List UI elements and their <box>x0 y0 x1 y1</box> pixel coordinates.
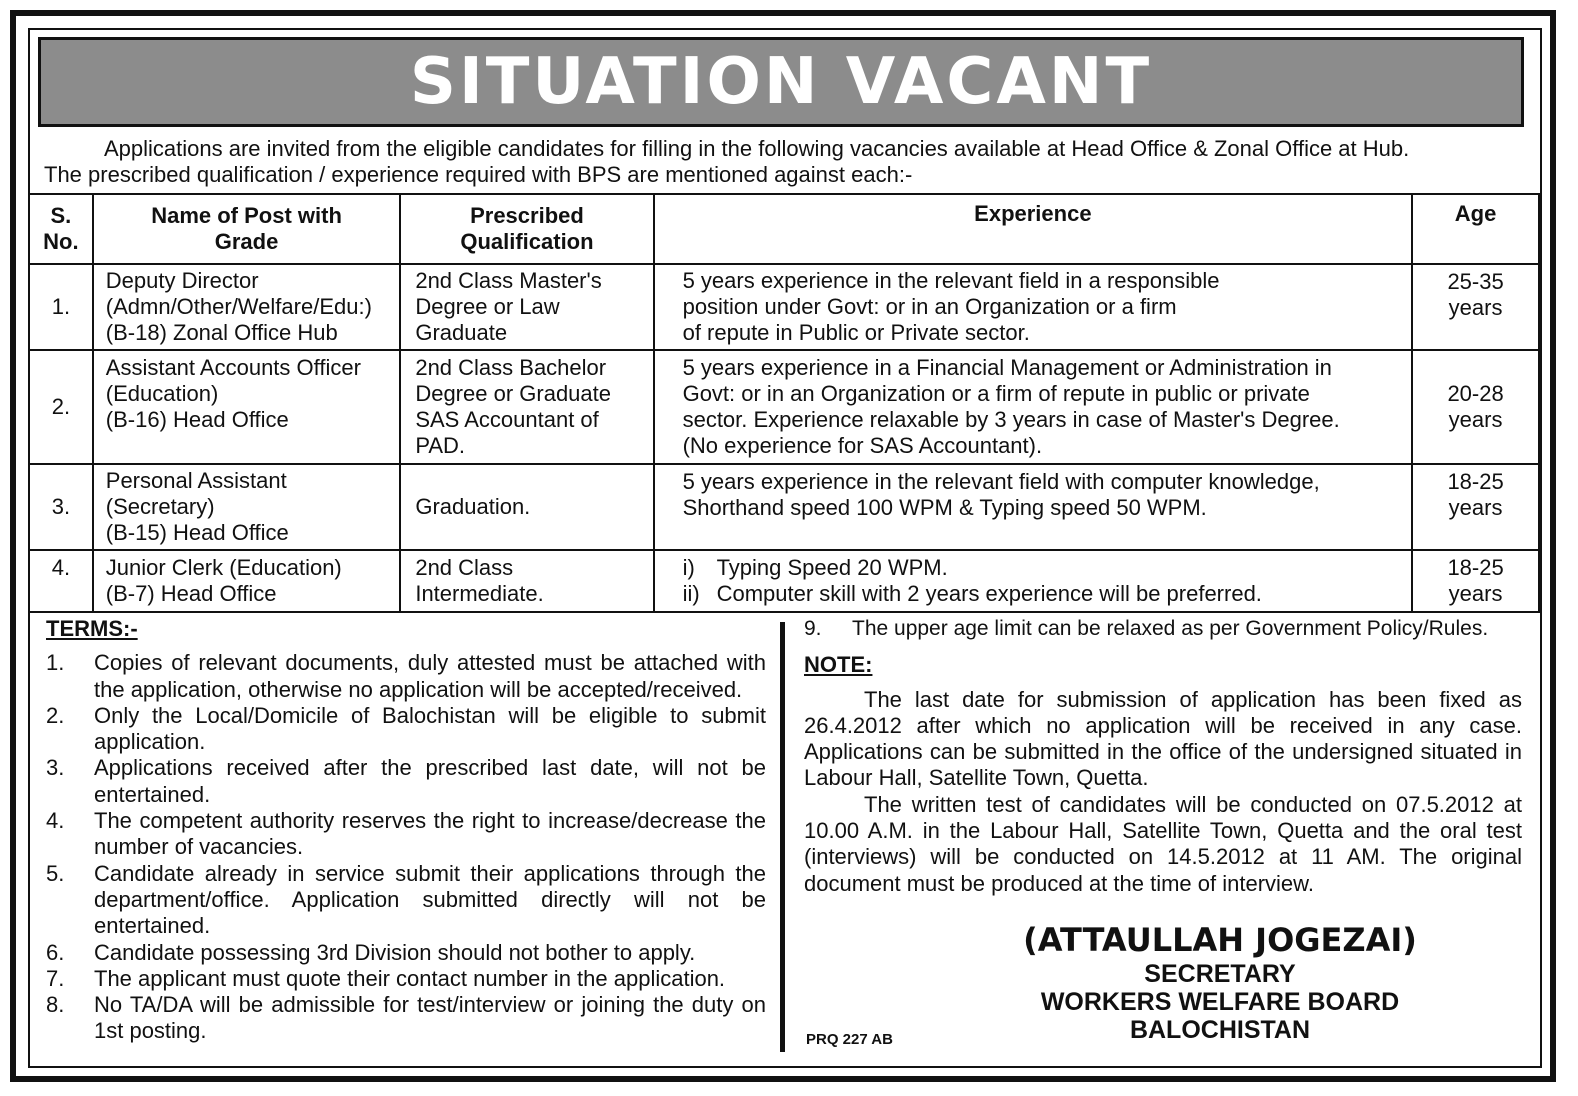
header-experience: Experience <box>654 194 1413 264</box>
note-paragraph: The last date for submission of application has been fixed as 26.4.2012 after which no application will be received in any case. Applications can be submitted in the office of the undersigned situated in Labour Hall, Satellite Town, Quetta. <box>804 686 1522 791</box>
list-item: 9. The upper age limit can be relaxed as per Government Policy/Rules. <box>804 617 1489 640</box>
note-section <box>804 616 1522 897</box>
table-row <box>29 350 1539 464</box>
list-item: 2. Only the Local/Domicile of Balochistan will be eligible to submit application. <box>46 702 766 755</box>
list-item: 7. The applicant must quote their contact number in the application. <box>46 965 726 991</box>
page-title: SITUATION VACANT <box>409 45 1153 119</box>
list-item: 6. Candidate possessing 3rd Division should not bother to apply. <box>46 939 696 965</box>
experience-item: ii) Computer skill with 2 years experience will be preferred. <box>682 581 1262 606</box>
row-age: 25-35 years <box>1412 264 1539 350</box>
note-paragraph: The written test of candidates will be conducted on 07.5.2012 at 10.00 A.M. in the Labour Hall, Satellite Town, Quetta and the oral test (interviews) will be conducted on 14.5.2012 at 11 AM. The original document must be produced at the time of interview. <box>804 791 1522 896</box>
reference-code: PRQ 227 AB <box>806 1031 893 1048</box>
table-header-row <box>29 194 1539 264</box>
column-divider <box>780 622 785 1052</box>
row-qualification: Graduation. <box>400 464 653 550</box>
row-post: Personal Assistant (Secretary) (B-15) Head Office <box>93 464 401 550</box>
row-age: 20-28 years <box>1412 350 1539 464</box>
header-sno: S. No. <box>29 194 93 264</box>
list-item: 3. Applications received after the prescribed last date, will not be entertained. <box>46 755 766 807</box>
list-item: 8. No TA/DA will be admissible for test/interview or joining the duty on 1st posting. <box>46 992 766 1044</box>
table-row <box>29 264 1539 350</box>
row-sno: 4. <box>29 550 93 612</box>
signature-block <box>1010 920 1430 1044</box>
row-sno: 1. <box>29 264 93 350</box>
experience-item: i) Typing Speed 20 WPM. <box>682 555 948 580</box>
row-experience: 5 years experience in the relevant field in a responsible position under Govt: or in an Organization or a firm of repute in Public or Private sector. <box>654 264 1413 350</box>
row-post: Junior Clerk (Education) (B-7) Head Office <box>93 550 401 612</box>
table-row <box>29 464 1539 550</box>
intro-text <box>44 136 1534 188</box>
note-heading: NOTE: <box>804 652 873 678</box>
row-post: Deputy Director (Admn/Other/Welfare/Edu:) (B-18) Zonal Office Hub <box>93 264 401 350</box>
signatory-organization: WORKERS WELFARE BOARD <box>1040 988 1400 1016</box>
table-row <box>29 550 1539 612</box>
list-item: 1. Copies of relevant documents, duly attested must be attached with the application, otherwise no application will be accepted/received. <box>46 650 766 702</box>
terms-heading: TERMS:- <box>46 616 138 641</box>
intro-line-1: Applications are invited from the eligible candidates for filling in the following vacancies available at Head Office & Zonal Office at Hub. <box>104 136 1410 161</box>
row-experience: 5 years experience in a Financial Management or Administration in Govt: or in an Organization or a firm of repute in public or private sector. Experience relaxable by 3 years in case of Master's Degree. (No experience for SAS Accountant). <box>654 350 1413 464</box>
list-item: 4. The competent authority reserves the right to increase/decrease the number of vacancies. <box>46 808 766 860</box>
row-experience <box>654 550 1413 612</box>
row-sno: 2. <box>29 350 93 464</box>
header-qualification: Prescribed Qualification <box>400 194 653 264</box>
intro-line-2: The prescribed qualification / experience required with BPS are mentioned against each:- <box>44 162 913 187</box>
title-banner <box>38 37 1524 127</box>
row-qualification: 2nd Class Intermediate. <box>400 550 653 612</box>
list-item: 5. Candidate already in service submit their applications through the department/office. Application submitted directly will not be entertained. <box>46 860 766 939</box>
row-qualification: 2nd Class Master's Degree or Law Graduate <box>400 264 653 350</box>
terms-section <box>46 616 766 1045</box>
vacancies-table <box>28 193 1540 613</box>
row-age: 18-25 years <box>1412 464 1539 550</box>
signatory-name: (ATTAULLAH JOGEZAI) <box>1023 921 1417 959</box>
row-age: 18-25 years <box>1412 550 1539 612</box>
row-experience: 5 years experience in the relevant field with computer knowledge, Shorthand speed 100 WPM & Typing speed 50 WPM. <box>654 464 1413 550</box>
signatory-province: BALOCHISTAN <box>1129 1016 1311 1044</box>
header-age: Age <box>1412 194 1539 264</box>
row-post: Assistant Accounts Officer (Education) (B-16) Head Office <box>93 350 401 464</box>
row-qualification: 2nd Class Bachelor Degree or Graduate SAS Accountant of PAD. <box>400 350 653 464</box>
note-body <box>804 687 1522 897</box>
header-post: Name of Post with Grade <box>93 194 401 264</box>
row-sno: 3. <box>29 464 93 550</box>
signatory-title: SECRETARY <box>1144 960 1296 988</box>
